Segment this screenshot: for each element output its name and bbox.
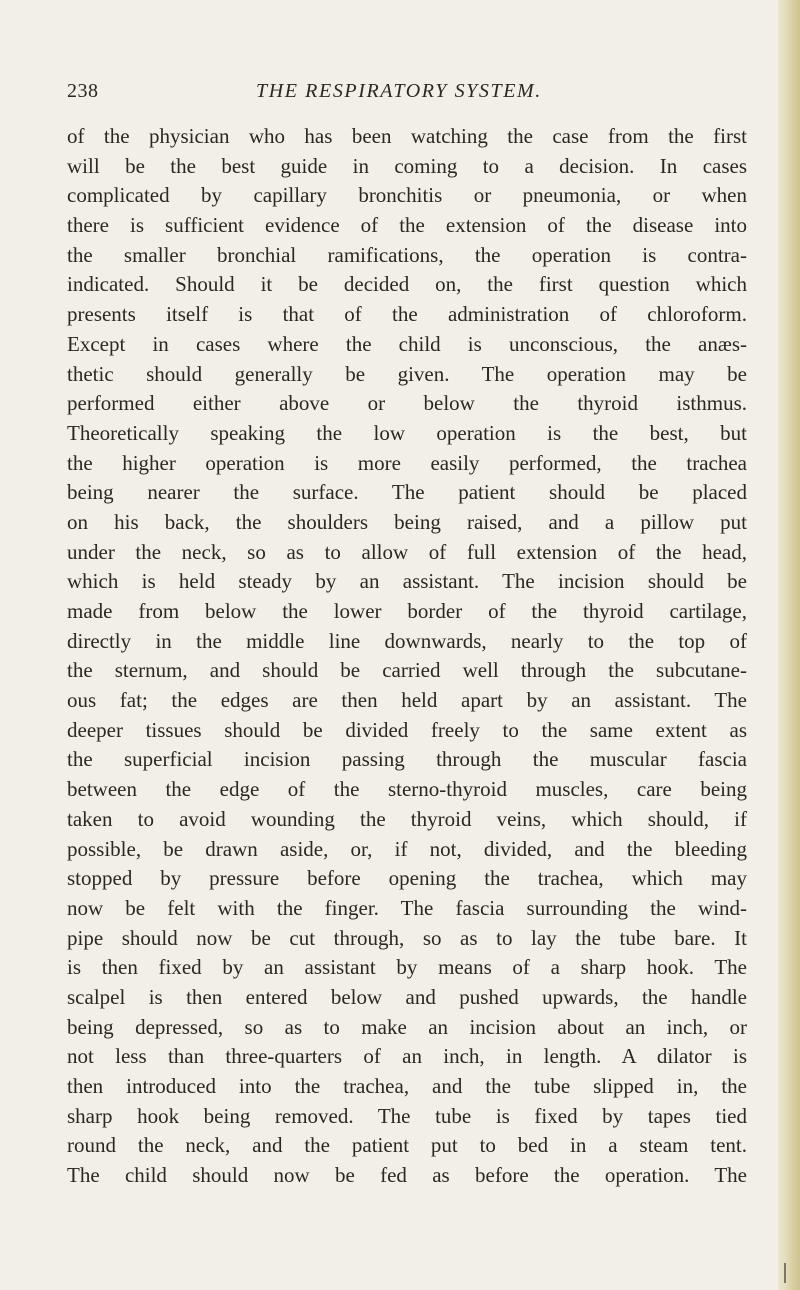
text-line: deeper tissues should be divided freely to the same extent as bbox=[67, 717, 747, 742]
text-line: the higher operation is more easily performed, the trachea bbox=[67, 450, 747, 475]
text-line: the smaller bronchial ramifications, the operation is contra- bbox=[67, 242, 747, 267]
text-line: is then fixed by an assistant by means of a sharp hook. The bbox=[67, 955, 747, 980]
text-line: taken to avoid wounding the thyroid veins, which should, if bbox=[67, 806, 747, 831]
text-line: being depressed, so as to make an incision about an inch, or bbox=[67, 1014, 747, 1039]
text-line: indicated. Should it be decided on, the first question which bbox=[67, 272, 747, 297]
text-line: complicated by capillary bronchitis or pneumonia, or when bbox=[67, 183, 747, 208]
text-line: scalpel is then entered below and pushed upwards, the handle bbox=[67, 984, 747, 1009]
text-line: round the neck, and the patient put to bed in a steam tent. bbox=[67, 1133, 747, 1158]
text-line: sharp hook being removed. The tube is fixed by tapes tied bbox=[67, 1103, 747, 1128]
text-line: the superficial incision passing through the muscular fascia bbox=[67, 747, 747, 772]
text-line: presents itself is that of the administration of chloroform. bbox=[67, 302, 747, 327]
text-line: of the physician who has been watching the case from the first bbox=[67, 124, 747, 148]
text-line: now be felt with the finger. The fascia surrounding the wind- bbox=[67, 895, 747, 920]
text-line: pipe should now be cut through, so as to lay the tube bare. It bbox=[67, 925, 747, 950]
page-edge bbox=[778, 0, 800, 1290]
text-line: Theoretically speaking the low operation is the best, but bbox=[67, 420, 747, 445]
text-line: thetic should generally be given. The operation may be bbox=[67, 361, 747, 386]
text-line: Except in cases where the child is unconscious, the anæs- bbox=[67, 331, 747, 356]
text-line: the sternum, and should be carried well through the subcutane- bbox=[67, 658, 747, 683]
edge-mark bbox=[784, 1263, 786, 1283]
text-line: there is sufficient evidence of the extension of the disease into bbox=[67, 213, 747, 238]
text-line: not less than three-quarters of an inch, in length. A dilator is bbox=[67, 1044, 747, 1069]
page-number: 238 bbox=[67, 80, 99, 102]
text-line: The child should now be fed as before the operation. The bbox=[67, 1163, 747, 1188]
text-line: being nearer the surface. The patient should be placed bbox=[67, 480, 747, 505]
text-line: which is held steady by an assistant. The incision should be bbox=[67, 569, 747, 594]
page-header bbox=[0, 80, 800, 110]
text-line: then introduced into the trachea, and the tube slipped in, the bbox=[67, 1074, 747, 1098]
text-line: on his back, the shoulders being raised, and a pillow put bbox=[67, 509, 747, 534]
body-text bbox=[67, 122, 747, 1191]
text-line: performed either above or below the thyroid isthmus. bbox=[67, 391, 747, 416]
text-line: stopped by pressure before opening the trachea, which may bbox=[67, 866, 747, 891]
text-line: under the neck, so as to allow of full extension of the head, bbox=[67, 539, 747, 564]
text-line: will be the best guide in coming to a decision. In cases bbox=[67, 153, 747, 178]
text-line: made from below the lower border of the thyroid cartilage, bbox=[67, 599, 747, 623]
running-title: THE RESPIRATORY SYSTEM. bbox=[256, 80, 542, 102]
text-line: ous fat; the edges are then held apart by an assistant. The bbox=[67, 688, 747, 713]
text-line: between the edge of the sterno-thyroid muscles, care being bbox=[67, 777, 747, 802]
text-line: possible, be drawn aside, or, if not, divided, and the bleeding bbox=[67, 836, 747, 861]
text-line: directly in the middle line downwards, nearly to the top of bbox=[67, 628, 747, 653]
